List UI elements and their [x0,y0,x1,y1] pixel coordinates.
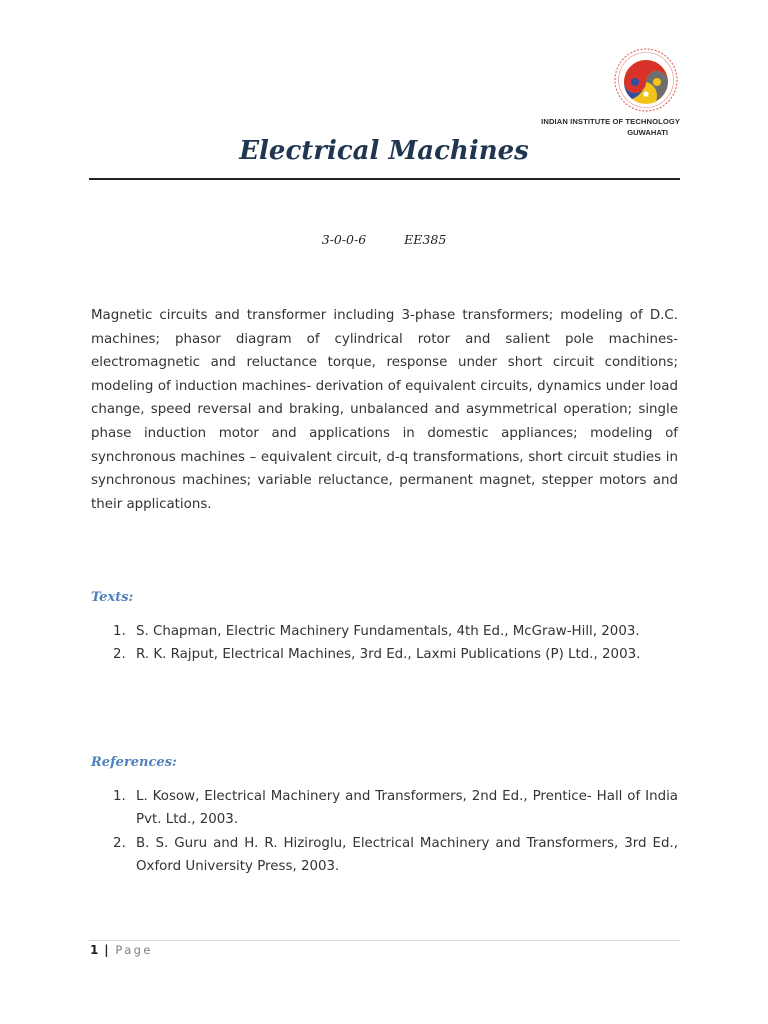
institute-name: INDIAN INSTITUTE OF TECHNOLOGY [541,117,680,126]
list-item-number: 1. [113,789,126,804]
iitg-emblem-icon [604,42,688,118]
list-item-text: B. S. Guru and H. R. Hiziroglu, Electrical Machinery and Transformers, 3rd Ed., Oxford University Press, 2003. [136,835,678,875]
course-description: Magnetic circuits and transformer including 3-phase transformers; modeling of D.C. machines; phasor diagram of cylindrical rotor and salient pole machines-electromagnetic and reluctance torque, response under short circuit conditions; modeling of induction machines- derivation of equivalent circuits, dynamics under load change, speed reversal and braking, unbalanced and asymmetrical operation; single phase induction motor and applications in domestic appliances; modeling of synchronous machines – equivalent circuit, d-q transformations, short circuit studies in synchronous machines; variable reluctance, permanent magnet, stepper motors and their applications. [91,308,678,512]
list-item-text: R. K. Rajput, Electrical Machines, 3rd Ed., Laxmi Publications (P) Ltd., 2003. [136,647,641,663]
list-item-number: 2. [113,647,126,663]
institute-logo-block [512,40,692,142]
list-item [91,832,678,879]
page-label: Page [115,943,153,957]
list-item [91,643,678,666]
texts-heading: Texts: [91,590,134,605]
course-credits: 3-0-0-6 [321,232,367,247]
page-title: Electrical Machines [239,136,529,166]
course-code: EE385 [404,232,447,247]
references-heading: References: [91,755,177,770]
institute-city: GUWAHATI [627,128,668,137]
list-item-number: 2. [113,835,126,851]
title-divider [89,178,680,180]
list-item [91,785,678,832]
list-item-number: 1. [113,624,126,639]
list-item-text: S. Chapman, Electric Machinery Fundamentals, 4th Ed., McGraw-Hill, 2003. [136,624,640,639]
footer-divider [89,940,680,941]
page-number: 1 [90,943,99,957]
footer-separator: | [104,943,109,957]
course-info [89,232,679,247]
texts-list [91,620,678,667]
list-item-text: L. Kosow, Electrical Machinery and Transformers, 2nd Ed., Prentice- Hall of India Pvt. Ltd., 2003. [136,789,678,828]
list-item [91,620,678,643]
references-list [91,785,678,879]
page-footer [90,943,153,957]
